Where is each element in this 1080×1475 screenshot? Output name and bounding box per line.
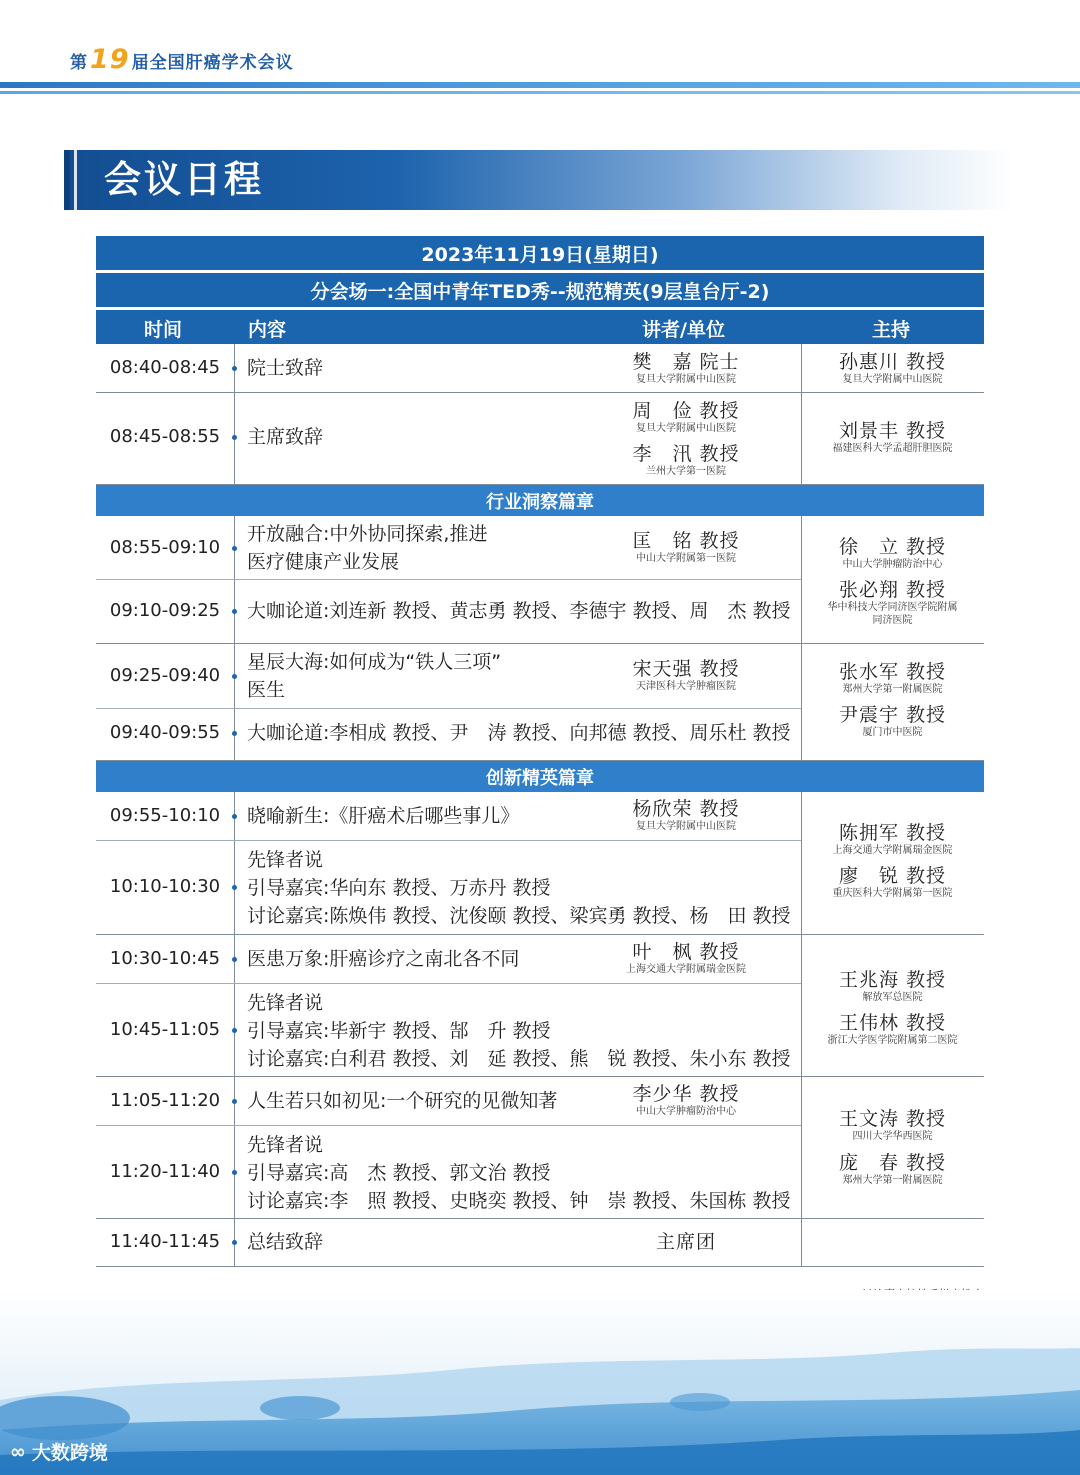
row-content-line: 讨论嘉宾:李 照 教授、史晓奕 教授、钟 崇 教授、朱国栋 教授	[247, 1190, 791, 1212]
bullet-icon	[232, 957, 237, 962]
row-time: 09:40-09:55	[109, 722, 221, 743]
speaker-name: 宋天强 教授	[632, 658, 740, 680]
row-content-line: 先锋者说	[247, 849, 324, 871]
speaker	[596, 658, 776, 693]
speaker-org: 复旦大学附属中山医院	[636, 374, 736, 385]
schedule-group	[96, 792, 984, 935]
title-number: 19	[90, 44, 130, 75]
page-title: 会议日程	[104, 158, 264, 201]
speaker	[596, 443, 776, 478]
speaker-name: 李 汛 教授	[632, 443, 740, 465]
speaker-name: 樊 嘉 院士	[632, 351, 740, 373]
chair-name: 王兆海 教授	[838, 969, 947, 991]
chair-org: 上海交通大学附属瑞金医院	[832, 845, 953, 856]
watermark	[10, 1438, 108, 1465]
table-row	[96, 1125, 801, 1218]
chair-org: 浙江大学医学院附属第二医院	[827, 1035, 958, 1046]
column-header-row	[96, 310, 984, 344]
speaker-name: 杨欣荣 教授	[632, 798, 740, 820]
table-row	[96, 393, 801, 484]
bullet-icon	[232, 1028, 237, 1033]
chair-name: 尹震宇 教授	[838, 704, 947, 726]
chair-name: 王伟林 教授	[838, 1012, 947, 1034]
bullet-icon	[232, 731, 237, 736]
row-content: 总结致辞	[247, 1231, 324, 1253]
row-content	[247, 1131, 791, 1215]
chair-org: 厦门市中医院	[862, 727, 923, 738]
chair-name: 廖 锐 教授	[838, 865, 947, 887]
row-content	[247, 520, 487, 576]
bullet-icon	[232, 885, 237, 890]
col-content-header: 内容	[248, 319, 287, 341]
speaker	[596, 1083, 776, 1118]
table-row	[96, 840, 801, 934]
chair-org: 解放军总医院	[862, 992, 923, 1003]
schedule-group	[96, 644, 984, 761]
speaker-name: 匡 铭 教授	[632, 530, 740, 552]
session-band: 分会场一:全国中青年TED秀--规范精英(9层皇台厅-2)	[96, 273, 984, 307]
table-row	[96, 792, 801, 840]
chair-org: 郑州大学第一附属医院	[842, 684, 943, 695]
table-row	[96, 516, 801, 579]
row-content-line: 讨论嘉宾:陈焕伟 教授、沈俊颐 教授、梁宾勇 教授、杨 田 教授	[247, 905, 791, 927]
row-content-line: 先锋者说	[247, 1134, 324, 1156]
speaker-org: 上海交通大学附属瑞金医院	[626, 964, 746, 975]
title-suffix: 届全国肝癌学术会议	[131, 53, 294, 73]
row-content-line: 医生	[247, 679, 286, 701]
row-time: 08:40-08:45	[109, 357, 221, 378]
speaker-name: 周 俭 教授	[632, 400, 740, 422]
speaker	[596, 530, 776, 565]
header-rule	[0, 82, 1080, 88]
chair	[801, 865, 984, 900]
chair	[801, 704, 984, 739]
bullet-icon	[232, 1170, 237, 1175]
watermark-text: 大数跨境	[31, 1442, 108, 1464]
row-time: 10:30-10:45	[109, 948, 221, 969]
header-rule-thin	[0, 91, 1080, 94]
table-row	[96, 344, 801, 392]
row-time: 08:55-09:10	[109, 537, 221, 558]
row-content	[247, 648, 501, 704]
schedule-group	[96, 1077, 984, 1219]
speaker	[596, 1231, 776, 1253]
table-row	[96, 644, 801, 708]
speaker-org: 兰州大学第一医院	[646, 466, 726, 477]
col-chair-header: 主持	[872, 319, 911, 341]
speaker-name: 叶 枫 教授	[632, 941, 740, 963]
bullet-icon	[232, 1099, 237, 1104]
row-content-line: 引导嘉宾:毕新宇 教授、郜 升 教授	[247, 1020, 551, 1042]
watermark-logo-icon: ∞	[10, 1440, 26, 1463]
table-row	[96, 579, 801, 643]
speaker-org: 中山大学附属第一医院	[636, 553, 736, 564]
chair	[801, 536, 984, 571]
row-content-line: 医疗健康产业发展	[247, 551, 400, 573]
chair-org: 郑州大学第一附属医院	[842, 1175, 943, 1186]
banner-accent-bar	[64, 150, 70, 210]
speaker-org: 复旦大学附属中山医院	[636, 423, 736, 434]
row-time: 11:05-11:20	[109, 1090, 221, 1111]
chair-name: 庞 春 教授	[838, 1152, 947, 1174]
landscape-background	[0, 1290, 1080, 1475]
chair	[801, 579, 984, 627]
speaker-org: 中山大学肿瘤防治中心	[636, 1106, 736, 1117]
chair	[801, 661, 984, 696]
table-row	[96, 935, 801, 983]
chair	[801, 1108, 984, 1143]
speaker-name: 主席团	[655, 1231, 716, 1253]
chair-org: 四川大学华西医院	[852, 1131, 933, 1142]
schedule-group	[96, 344, 984, 393]
date-band: 2023年11月19日(星期日)	[96, 236, 984, 270]
row-content: 大咖论道:刘连新 教授、黄志勇 教授、李德宇 教授、周 杰 教授	[247, 600, 791, 622]
chair-org: 中山大学肿瘤防治中心	[842, 559, 943, 570]
bullet-icon	[232, 609, 237, 614]
chair	[801, 822, 984, 857]
schedule-group	[96, 516, 984, 644]
row-content: 晓喻新生:《肝癌术后哪些事儿》	[247, 805, 520, 827]
speaker-org: 复旦大学附属中山医院	[636, 821, 736, 832]
schedule-table	[96, 236, 984, 1267]
row-content-line: 先锋者说	[247, 992, 324, 1014]
page-header	[0, 0, 1080, 100]
speaker-name: 李少华 教授	[632, 1083, 740, 1105]
col-time-header: 时间	[144, 319, 183, 341]
row-time: 09:55-10:10	[109, 805, 221, 826]
bullet-icon	[232, 674, 237, 679]
speaker-org: 天津医科大学肿瘤医院	[636, 681, 736, 692]
speaker	[596, 798, 776, 833]
chair-org: 重庆医科大学附属第一医院	[832, 888, 953, 899]
title-prefix: 第	[70, 53, 88, 73]
chair-name: 徐 立 教授	[838, 536, 947, 558]
row-time: 11:40-11:45	[109, 1231, 221, 1252]
chair-org: 福建医科大学孟超肝胆医院	[832, 443, 953, 454]
speaker	[596, 400, 776, 435]
row-time: 08:45-08:55	[109, 426, 221, 447]
bullet-icon	[232, 546, 237, 551]
chair-name: 陈拥军 教授	[838, 822, 947, 844]
chair-name: 张水军 教授	[838, 661, 947, 683]
row-content: 医患万象:肝癌诊疗之南北各不同	[247, 948, 520, 970]
schedule-group	[96, 935, 984, 1077]
bullet-icon	[232, 814, 237, 819]
row-content: 人生若只如初见:一个研究的见微知著	[247, 1090, 558, 1112]
row-content-line: 讨论嘉宾:白利君 教授、刘 延 教授、熊 锐 教授、朱小东 教授	[247, 1048, 791, 1070]
bullet-icon	[232, 435, 237, 440]
chair-name: 张必翔 教授	[838, 579, 947, 601]
chair	[801, 1152, 984, 1187]
row-content: 主席致辞	[247, 426, 324, 448]
row-content: 大咖论道:李相成 教授、尹 涛 教授、向邦德 教授、周乐杜 教授	[247, 722, 791, 744]
table-row	[96, 983, 801, 1076]
chair	[801, 1012, 984, 1047]
row-time: 09:25-09:40	[109, 665, 221, 686]
chair-name: 王文涛 教授	[838, 1108, 947, 1130]
chair	[801, 420, 984, 455]
conference-title	[70, 44, 294, 75]
row-content-line: 引导嘉宾:华向东 教授、万赤丹 教授	[247, 877, 551, 899]
schedule-group	[96, 1219, 984, 1267]
bullet-icon	[232, 1240, 237, 1245]
row-content-line: 引导嘉宾:高 杰 教授、郭文治 教授	[247, 1162, 551, 1184]
speaker	[596, 351, 776, 386]
section-band-industry: 行业洞察篇章	[96, 485, 984, 516]
row-time: 10:10-10:30	[109, 876, 221, 897]
col-speaker-header: 讲者/单位	[642, 319, 725, 341]
chair-org: 复旦大学附属中山医院	[842, 374, 943, 385]
banner-accent-line	[74, 150, 77, 210]
row-time: 11:20-11:40	[109, 1161, 221, 1182]
row-time: 09:10-09:25	[109, 600, 221, 621]
section-band-innovation: 创新精英篇章	[96, 761, 984, 792]
bullet-icon	[232, 366, 237, 371]
row-content: 院士致辞	[247, 357, 324, 379]
chair	[801, 351, 984, 386]
chair-org: 同济医院	[872, 615, 913, 626]
table-row	[96, 1077, 801, 1125]
table-row	[96, 1219, 801, 1266]
row-time: 10:45-11:05	[109, 1019, 221, 1040]
chair-name: 刘景丰 教授	[838, 420, 947, 442]
speaker	[596, 941, 776, 976]
row-content-line: 开放融合:中外协同探索,推进	[247, 523, 488, 545]
row-content-line: 星辰大海:如何成为“铁人三项”	[247, 651, 502, 673]
chair-org: 华中科技大学同济医学院附属	[827, 602, 958, 613]
row-content	[247, 989, 791, 1073]
row-content	[247, 846, 791, 930]
chair-name: 孙惠川 教授	[838, 351, 947, 373]
chair	[801, 969, 984, 1004]
table-row	[96, 708, 801, 760]
schedule-group	[96, 393, 984, 485]
